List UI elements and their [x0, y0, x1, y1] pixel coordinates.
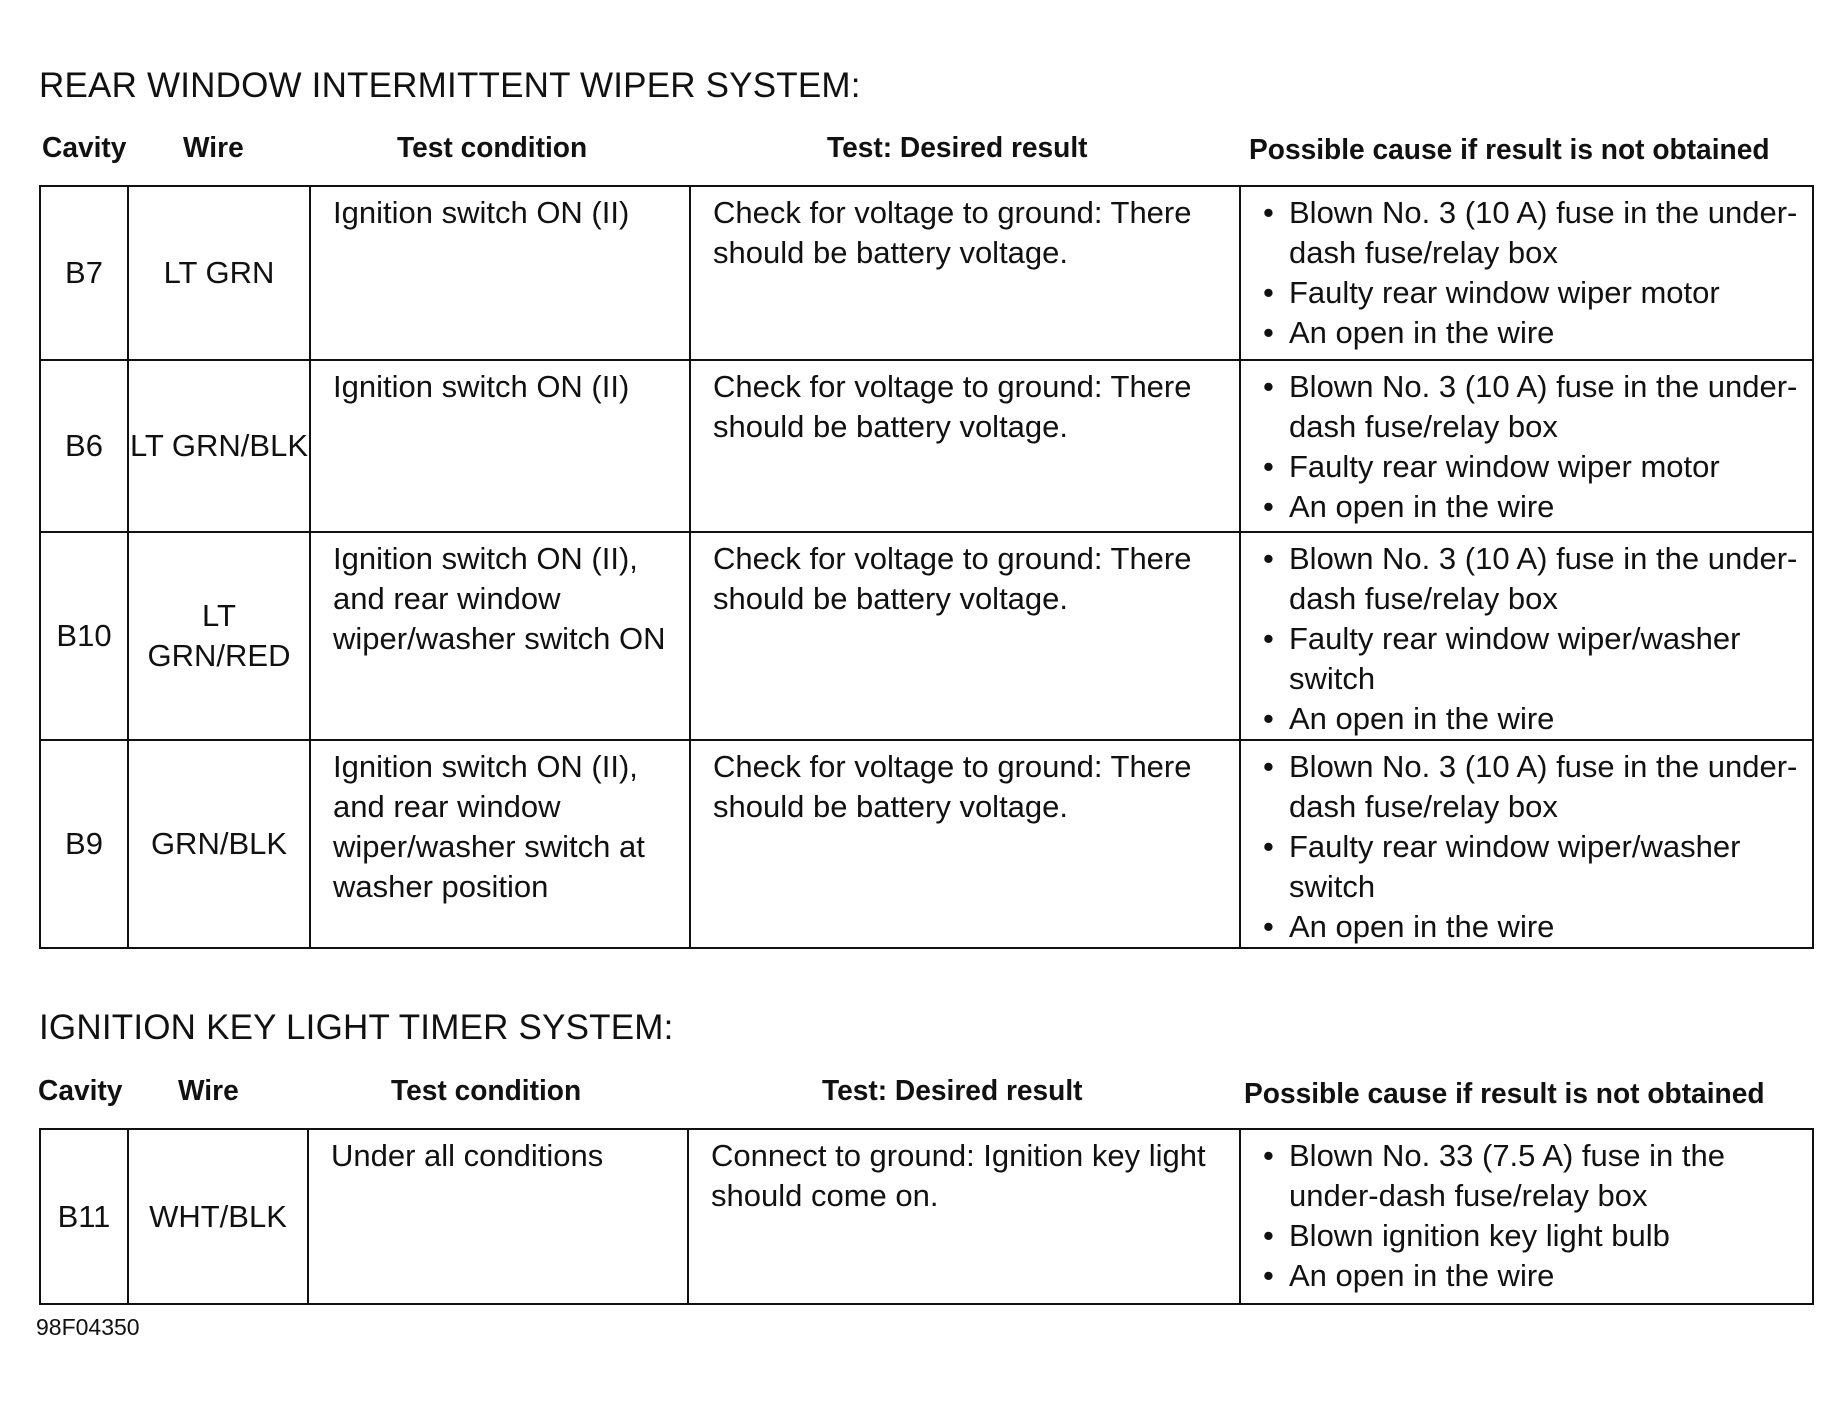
rear-wiper-table [39, 185, 1814, 949]
cause-item: • Blown No. 3 (10 A) fuse in the under-dash fuse/relay box [1261, 747, 1804, 827]
test-condition-cell: Ignition switch ON (II) [310, 360, 690, 532]
table-row [40, 740, 1813, 948]
cavity-cell: B9 [40, 740, 128, 948]
cause-item: • Blown No. 3 (10 A) fuse in the under-dash fuse/relay box [1261, 367, 1804, 447]
test-condition-cell: Ignition switch ON (II), and rear window wiper/washer switch ON [310, 532, 690, 740]
header-cavity: Cavity [38, 1075, 123, 1107]
cause-item: • An open in the wire [1261, 313, 1804, 353]
test-condition-cell: Under all conditions [308, 1129, 688, 1304]
wire-cell: GRN/BLK [128, 740, 310, 948]
possible-cause-cell [1240, 186, 1813, 360]
table-row [40, 1129, 1813, 1304]
table-row [40, 532, 1813, 740]
test-condition-cell: Ignition switch ON (II), and rear window wiper/washer switch at washer position [310, 740, 690, 948]
cause-item: • Faulty rear window wiper/washer switch [1261, 619, 1804, 699]
cause-item: • Blown ignition key light bulb [1261, 1216, 1804, 1256]
wire-cell: LT GRN/RED [128, 532, 310, 740]
header-wire: Wire [178, 1075, 239, 1107]
desired-result-cell: Check for voltage to ground: There should be battery voltage. [690, 740, 1240, 948]
cause-item: • An open in the wire [1261, 907, 1804, 947]
possible-cause-cell [1240, 740, 1813, 948]
cause-item: • Faulty rear window wiper motor [1261, 447, 1804, 487]
desired-result-cell: Check for voltage to ground: There should be battery voltage. [690, 360, 1240, 532]
wire-cell: LT GRN [128, 186, 310, 360]
cause-item: • An open in the wire [1261, 699, 1804, 739]
cause-item: • Blown No. 33 (7.5 A) fuse in the under-dash fuse/relay box [1261, 1136, 1804, 1216]
header-desired-result: Test: Desired result [822, 1075, 1083, 1107]
key-light-table [39, 1128, 1814, 1305]
cavity-cell: B11 [40, 1129, 128, 1304]
possible-cause-cell [1240, 360, 1813, 532]
header-possible-cause: Possible cause if result is not obtained [1249, 134, 1770, 166]
header-cavity: Cavity [42, 132, 127, 164]
header-wire: Wire [183, 132, 244, 164]
possible-cause-cell [1240, 1129, 1813, 1304]
header-test-condition: Test condition [397, 132, 588, 164]
cause-item: • An open in the wire [1261, 1256, 1804, 1296]
table-row [40, 186, 1813, 360]
section-title-rear-wiper: REAR WINDOW INTERMITTENT WIPER SYSTEM: [39, 66, 861, 105]
desired-result-cell: Check for voltage to ground: There should be battery voltage. [690, 532, 1240, 740]
cause-item: • Faulty rear window wiper motor [1261, 273, 1804, 313]
table-row [40, 360, 1813, 532]
cause-item: • An open in the wire [1261, 487, 1804, 527]
cause-item: • Blown No. 3 (10 A) fuse in the under-dash fuse/relay box [1261, 193, 1804, 273]
cavity-cell: B10 [40, 532, 128, 740]
possible-cause-cell [1240, 532, 1813, 740]
cause-item: • Blown No. 3 (10 A) fuse in the under-dash fuse/relay box [1261, 539, 1804, 619]
figure-code: 98F04350 [36, 1314, 140, 1340]
cause-item: • Faulty rear window wiper/washer switch [1261, 827, 1804, 907]
section-title-key-light: IGNITION KEY LIGHT TIMER SYSTEM: [39, 1008, 674, 1047]
test-condition-cell: Ignition switch ON (II) [310, 186, 690, 360]
cavity-cell: B7 [40, 186, 128, 360]
header-possible-cause: Possible cause if result is not obtained [1244, 1078, 1765, 1110]
desired-result-cell: Check for voltage to ground: There should be battery voltage. [690, 186, 1240, 360]
header-test-condition: Test condition [391, 1075, 582, 1107]
wire-cell: LT GRN/BLK [128, 360, 310, 532]
header-desired-result: Test: Desired result [827, 132, 1088, 164]
cavity-cell: B6 [40, 360, 128, 532]
wire-cell: WHT/BLK [128, 1129, 308, 1304]
desired-result-cell: Connect to ground: Ignition key light should come on. [688, 1129, 1240, 1304]
